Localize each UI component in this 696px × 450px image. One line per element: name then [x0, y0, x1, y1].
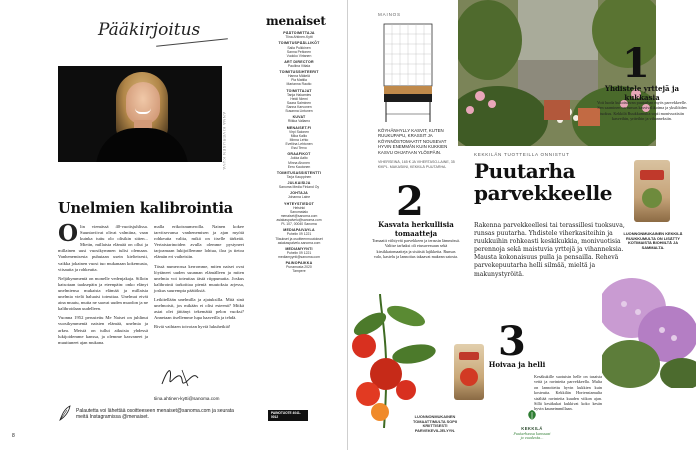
masthead-role: MEDIAMYYNTI — [285, 246, 313, 251]
masthead-person: Virpi Salonen — [288, 129, 310, 134]
brand-name: KEKKILÄ — [521, 426, 543, 431]
leaf-logo-icon — [525, 409, 539, 421]
masthead-person: Puhelin 09 1221 — [286, 250, 312, 255]
printed-matter-badge: PAINOTUOTE 4041-0012 — [268, 410, 308, 421]
masthead-person: asiakaspalvelu.sanoma.com — [277, 240, 321, 245]
masthead-person: Essi Tervo — [291, 146, 307, 151]
tip-number-1: 1 — [622, 40, 650, 87]
masthead-person: Jukka Aalto — [290, 156, 308, 161]
masthead-role: ART DIRECTOR — [284, 59, 314, 64]
masthead-person: Sanna Karvonen — [286, 105, 312, 110]
editorial-headline: Unelmien kalibrointia — [58, 200, 233, 217]
editor-email[interactable]: tiina.ahtinen-kytti@sanoma.com — [154, 396, 220, 401]
feather-icon — [58, 405, 72, 421]
text-column-2 — [154, 224, 244, 334]
masthead-person: Heidi Niemi — [290, 96, 308, 101]
article-kicker: KEKKILÄN TUOTTEILLA ONNISTUT — [474, 152, 570, 157]
masthead-person: Marianna Rautio — [286, 82, 312, 87]
masthead-person: Minna Ahonen — [288, 160, 310, 165]
masthead-role: GRAAFIKOT — [287, 152, 311, 157]
masthead-groups — [266, 31, 332, 274]
kekkila-logo — [512, 408, 552, 440]
masthead — [266, 14, 332, 274]
paragraph: Neljäkymmentä on monelle vedenjakaja. Silloin katsotaan taaksepäin ja eteenpäin: onko elänyt unelmiensa mukaista elämää ja millaisia unelmia vielä haluaisi toteuttaa. Unelmat eivät aina muutu, mutta ne saavat uuden muodon ja ne kalibroidaan uudelleen. — [58, 275, 148, 312]
plant-shelf-image — [378, 22, 438, 124]
masthead-person: asiakaspalvelu@sanoma.com — [276, 218, 322, 223]
masthead-role: JULKAISIJA — [287, 180, 311, 185]
paragraph: Leikitellään unelmilla ja ajatuksilla. Mitä sinä unelmoisit, jos mikään ei olisi esteenä? Mitkä asiat olet jättänyt tekemättä pelon vuoksi? Annetaan itsellemme lupa haaveilla ja tehdä. — [154, 297, 244, 321]
page-number: 8 — [12, 433, 15, 439]
soil-bag-caption: LUONNONMUKAINEN KEKKILÄ RUUKKUMULTA ON LISÄTTY KOTIMAISTA BIOHIILTÄ JA SAMMALTA. — [623, 231, 683, 250]
bag-label — [459, 352, 479, 360]
masthead-person: menaiset@sanoma.com — [280, 213, 318, 218]
bag-tomato-icon — [460, 368, 478, 386]
text-column-1 — [58, 220, 148, 349]
masthead-person: Vuokko Virtanen — [286, 53, 312, 58]
masthead-person: Punamusta 2020 — [286, 265, 312, 270]
masthead-person: Susanna Lintunen — [285, 109, 313, 114]
masthead-person: Sanna Peltonen — [286, 49, 312, 54]
masthead-person: Hanna Mäkelä — [288, 74, 310, 79]
tip-title-1: Yhdistele yrttejä ja kukkasia — [604, 84, 680, 102]
masthead-role: TOIMITTAJAT — [286, 88, 312, 93]
tomato-plant-image — [350, 294, 444, 428]
right-page — [348, 0, 696, 450]
photo-body — [96, 128, 188, 162]
footer-note: Palautetta voi lähettää osoitteeseen menaiset@sanoma.com ja seurata meitä Instagramissa @menaiset. — [76, 408, 234, 421]
paragraph: lin viemässä 40-vuotisjuhlissa. Suuntaviivat olivat valmiina, vaan kuinka tuttu olo olisikin sitten... Mietin, millaista elämää on ollut ja millainen uusi vuosikymmen tulisi olemaan. Vanhenemisesta puhutaan usein kielteisesti, vaikka jokainen vuosi tuo mukanaan kokemusta, viisautta ja rohkeutta. — [58, 224, 148, 272]
editor-photo — [58, 66, 222, 162]
shelf-caption: KÖYHÄNHYLLY KASVIT, KUTEN RUUKUPAPU, KRASSIT JA KÖYNNÖSTOMAATIT NOUSEVAT HYVIN ENEMMÄN KUIN KUKKIEN KASVU OHJATAAN YLÖSPÄIN. — [378, 128, 448, 155]
masthead-role: KUVAT — [292, 115, 306, 120]
masthead-person: Saila Pulkkinen — [287, 45, 311, 50]
masthead-person: Tilaukset ja osoitteenmuutokset — [275, 236, 323, 241]
masthead-role: MEDIAPAIVAYLA — [283, 228, 315, 233]
masthead-person: Saara Salminen — [286, 100, 312, 105]
title-line-2: parvekkeelle — [474, 181, 613, 205]
masthead-person: Mika Kallio — [290, 133, 308, 138]
masthead-role: TOIMITUSASSISTENTTI — [276, 170, 322, 175]
masthead-person: Puhelin 09 1221 — [286, 232, 312, 237]
masthead-logo: menaiset — [266, 14, 326, 28]
tip-number-2: 2 — [396, 178, 424, 225]
masthead-person: Pia Mattila — [291, 78, 307, 83]
signature — [158, 364, 204, 390]
shelf-price-note: VIHERSEINÄ, 165 € JA VIHERTASO-LAINE, 35 €/KPL. MAKASIINI, KEKKILÄ PUUTARHA. — [378, 160, 455, 169]
masthead-person: Helsinki — [293, 205, 305, 210]
bag-plant-icon — [642, 188, 662, 208]
soil-bag-image-2 — [454, 344, 484, 400]
ad-label: MAINOS — [378, 12, 401, 17]
masthead-person: Tarja Kauppinen — [286, 174, 312, 179]
paragraph: Tässä numerossa kerromme, miten naiset ovat löytäneet uuden suunnan elämälleen ja miten unelmia voi toteuttaa iästä riippumatta. Joskus kalibrointi tarkoittaa pieniä muutoksia arjessa, joskus suurempia päätöksiä. — [154, 263, 244, 293]
masthead-role: MENAISET.FI — [286, 125, 312, 130]
masthead-person: Tiina Ahtinen-Kytti — [285, 35, 313, 40]
masthead-role: YHTEYSTIEDOT — [284, 201, 314, 206]
tip-title-2: Kasvata herkullisia tomaatteja — [378, 220, 454, 238]
masthead-role: PAINOPAIKKA — [285, 261, 313, 266]
tip-title-3: Hoivaa ja helli — [488, 360, 546, 369]
tip-body-1: Voit luoda kukoistavan puutarhan myös parvekkeelle. Sen saaminen on runsas kasvivalikoima ja yksilöiden tuoksu. Kekkilä Ruukkumulta sopii monivuotisiin kasveihin, yrtteihin ja vihanneksiin. — [597, 100, 687, 122]
paragraph: Vuonna 1952 perustettu Me Naiset on juhlinut vuosikymmeniä naisten elämää, unelmia ja arkea. Meistä on tullut aikuisia yhdessä lukijoidemme kanssa, ja olemme kasvaneet ja muuttuneet ajan mukana. — [58, 315, 148, 345]
article-title — [474, 160, 612, 204]
hydrangea-photo — [602, 278, 696, 388]
masthead-person: Minna Lehto — [289, 137, 309, 142]
tip-body-3: Kesäkukille suotuisin helle on tasaista vettä ja ravinteita parvekkeella. Multa on lannoitettu hyvin kukkien kuin kosteutta. Kekkilän Hortensiamulta sisältää ravinteita kuuden viikon ajan. Sillä kesäkukat kukkivat koko kesän hyvin kauneimmillaan. — [534, 374, 602, 412]
masthead-person: Tanja Hakamies — [286, 92, 312, 97]
masthead-role: TOIMITUSSIHTEERIT — [279, 70, 319, 75]
tip-number-3: 3 — [498, 318, 526, 365]
masthead-person: Johanna Laine — [287, 195, 311, 200]
masthead-person: Tampere — [292, 269, 306, 274]
masthead-role: PÄÄTOIMITTAJA — [283, 31, 315, 35]
masthead-person: Pauliina Viitala — [287, 63, 311, 68]
article-lead: Rakenna parvekkeellesi tai terassillesi tuoksuva, runsas puutarha. Yhdistele viherkasiteihin ja ruukkuihin rohkeasti keskikukkia, monivuotisia perennoja sekä maistuvia yrttejä ja vihanneksia. Mausta kokonaisuus pulla ja pensailla. Rehevä parvekepuutarha helli silmää, mieltä ja makunystyröitä. — [474, 222, 625, 278]
masthead-role: TOIMITUSPÄÄLLIKÖT — [278, 41, 320, 46]
masthead-person: Sanomatalo — [289, 209, 309, 214]
masthead-person: Riikka Vallamo — [287, 119, 311, 124]
tomato-soil-caption: LUONNONMUKAINEN TOMAATTIMULTA SOPII KRIITTISESTI PARVEKEVILJELYYN. — [412, 414, 458, 433]
masthead-person: Sanoma Media Finland Oy — [278, 185, 320, 190]
masthead-person: Eero Kautonen — [287, 164, 311, 169]
masthead-person: PL 107, 00040 Sanoma — [281, 222, 317, 227]
masthead-person: Eveliina Lehtonen — [285, 142, 313, 147]
brand-tagline: Puutarhassa kanssasi jo vuodesta... — [513, 432, 551, 440]
masthead-role: JOHTAJA — [290, 191, 308, 196]
bag-label — [640, 170, 664, 180]
photo-face — [126, 82, 160, 124]
drop-cap: O — [58, 220, 79, 247]
paragraph: Riviä vaihtaen toivotan hyviä lukuhetkiä! — [154, 324, 231, 330]
tip-body-2: Tomaatit viihtyvät parvekkeen ja terassin lämmössä. Valitse tarhaksi oli etusuvessaan sekä kirsikkatomaatteja ja sisäisiä lajikkeita. Runsas valo, kastelu ja lannoitus takaavat makean satosta. — [372, 238, 460, 260]
soil-bag-image-1 — [634, 160, 670, 222]
section-heading: Pääkirjoitus — [98, 20, 201, 40]
paragraph: malla erikoisnumerolla. Nainen kokee tarvitsevansa vanhenemisen ja ajan myötä rohkeutta valita, mikä on itselle tärkeää. Vertaistarinoiden avulla olemme pystyneet tarjoamaan lukijoillemme lohtua, iloa ja tietoa elämän eri vaiheisiin. — [154, 224, 244, 260]
title-line-1: Puutarha — [474, 159, 576, 183]
photo-credit: ANNA KIVERUSEN KUVA — [222, 112, 227, 171]
masthead-person: mediamyynti@sanoma.com — [278, 255, 320, 260]
